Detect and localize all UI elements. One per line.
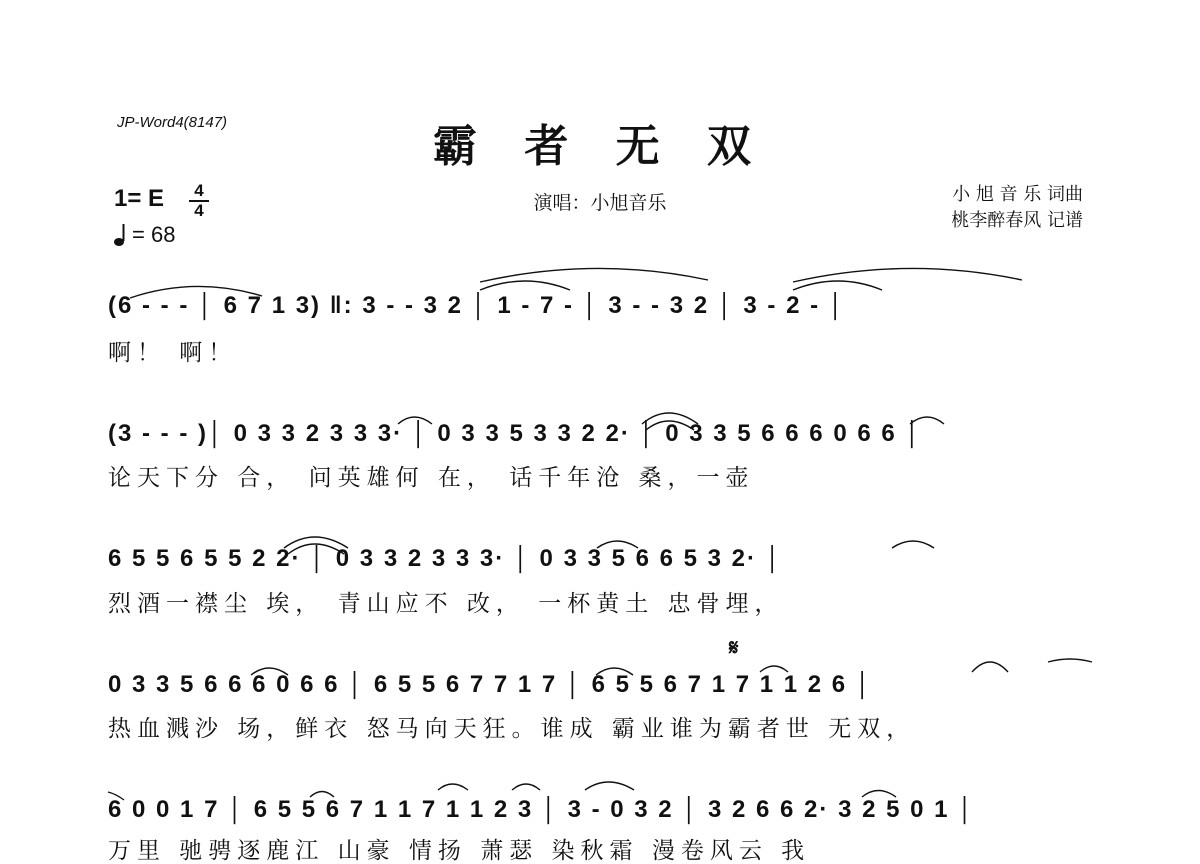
notation-line-1: (6 - - - │ 6 7 1 3) ‖: 3 - - 3 2 │ 1 - 7 - │ 3 - - 3 2 │ 3 - 2 - │ bbox=[108, 292, 846, 319]
tie-line5-b bbox=[438, 784, 468, 790]
lyrics-line-3: 烈酒一襟尘 埃， 青山应不 改， 一杯黄土 忠骨埋， bbox=[108, 591, 784, 617]
transcriber-credit: 桃李醉春风 记谱 bbox=[951, 210, 1083, 231]
notation-line-2: (3 - - - )│ 0 3 3 2 3 3 3· │ 0 3 3 5 3 3 2 2· │ 0 3 3 5 6 6 6 0 6 6 │ bbox=[108, 420, 923, 447]
lyrics-line-2: 论天下分 合， 问英雄何 在， 话千年沧 桑，一壶 bbox=[108, 465, 755, 491]
song-title: 霸 者 无 双 bbox=[433, 121, 767, 172]
lyrics-line-4: 热血溅沙 场，鲜衣 怒马向天狂。谁成 霸业谁为霸者世 无双， bbox=[108, 716, 916, 742]
tie-line5-c bbox=[512, 784, 540, 790]
tie-line5-d bbox=[585, 782, 634, 790]
time-signature-top: 4 bbox=[194, 181, 204, 200]
lyrics-line-5: 万里 驰骋逐鹿江 山豪 情扬 萧瑟 染秋霜 漫卷风云 我 bbox=[108, 838, 811, 864]
slur-line1-a bbox=[480, 268, 708, 282]
lyricist-composer-credit: 小 旭 音 乐 词曲 bbox=[952, 184, 1083, 205]
slur-line1-b bbox=[793, 268, 1022, 282]
quarter-note-icon bbox=[114, 223, 126, 247]
credits-block bbox=[951, 182, 1083, 234]
key-signature: 1= E bbox=[114, 185, 165, 212]
performer-credit: 演唱：小旭音乐 bbox=[533, 192, 667, 214]
slur-line1-a-inner bbox=[480, 281, 570, 290]
notation-line-3: 6 5 5 6 5 5 2 2· │ 0 3 3 2 3 3 3· │ 0 3 3 5 6 6 5 3 2· │ bbox=[108, 545, 783, 572]
tie-line4-e bbox=[1048, 659, 1092, 662]
notation-line-4: 0 3 3 5 6 6 6 0 6 6 │ 6 5 5 6 7 7 1 7 │ 6 5 5 6 7 1 7 1 1 2 6 │ bbox=[108, 671, 873, 698]
tempo-marking bbox=[114, 222, 175, 248]
segno-icon: 𝄋 bbox=[729, 636, 739, 661]
lyrics-line-1: 啊！ 啊！ bbox=[108, 340, 238, 366]
slur-line1-b-inner bbox=[793, 281, 882, 290]
notation-line-5: 6 0 0 1 7 │ 6 5 5 6 7 1 1 7 1 1 2 3 │ 3 - 0 3 2 │ 3 2 6 6 2· 3 2 5 0 1 │ bbox=[108, 796, 976, 823]
tempo-value: = 68 bbox=[132, 222, 176, 247]
time-signature bbox=[187, 182, 211, 220]
time-signature-bottom: 4 bbox=[194, 201, 204, 220]
software-watermark: JP-Word4(8147) bbox=[117, 114, 228, 131]
